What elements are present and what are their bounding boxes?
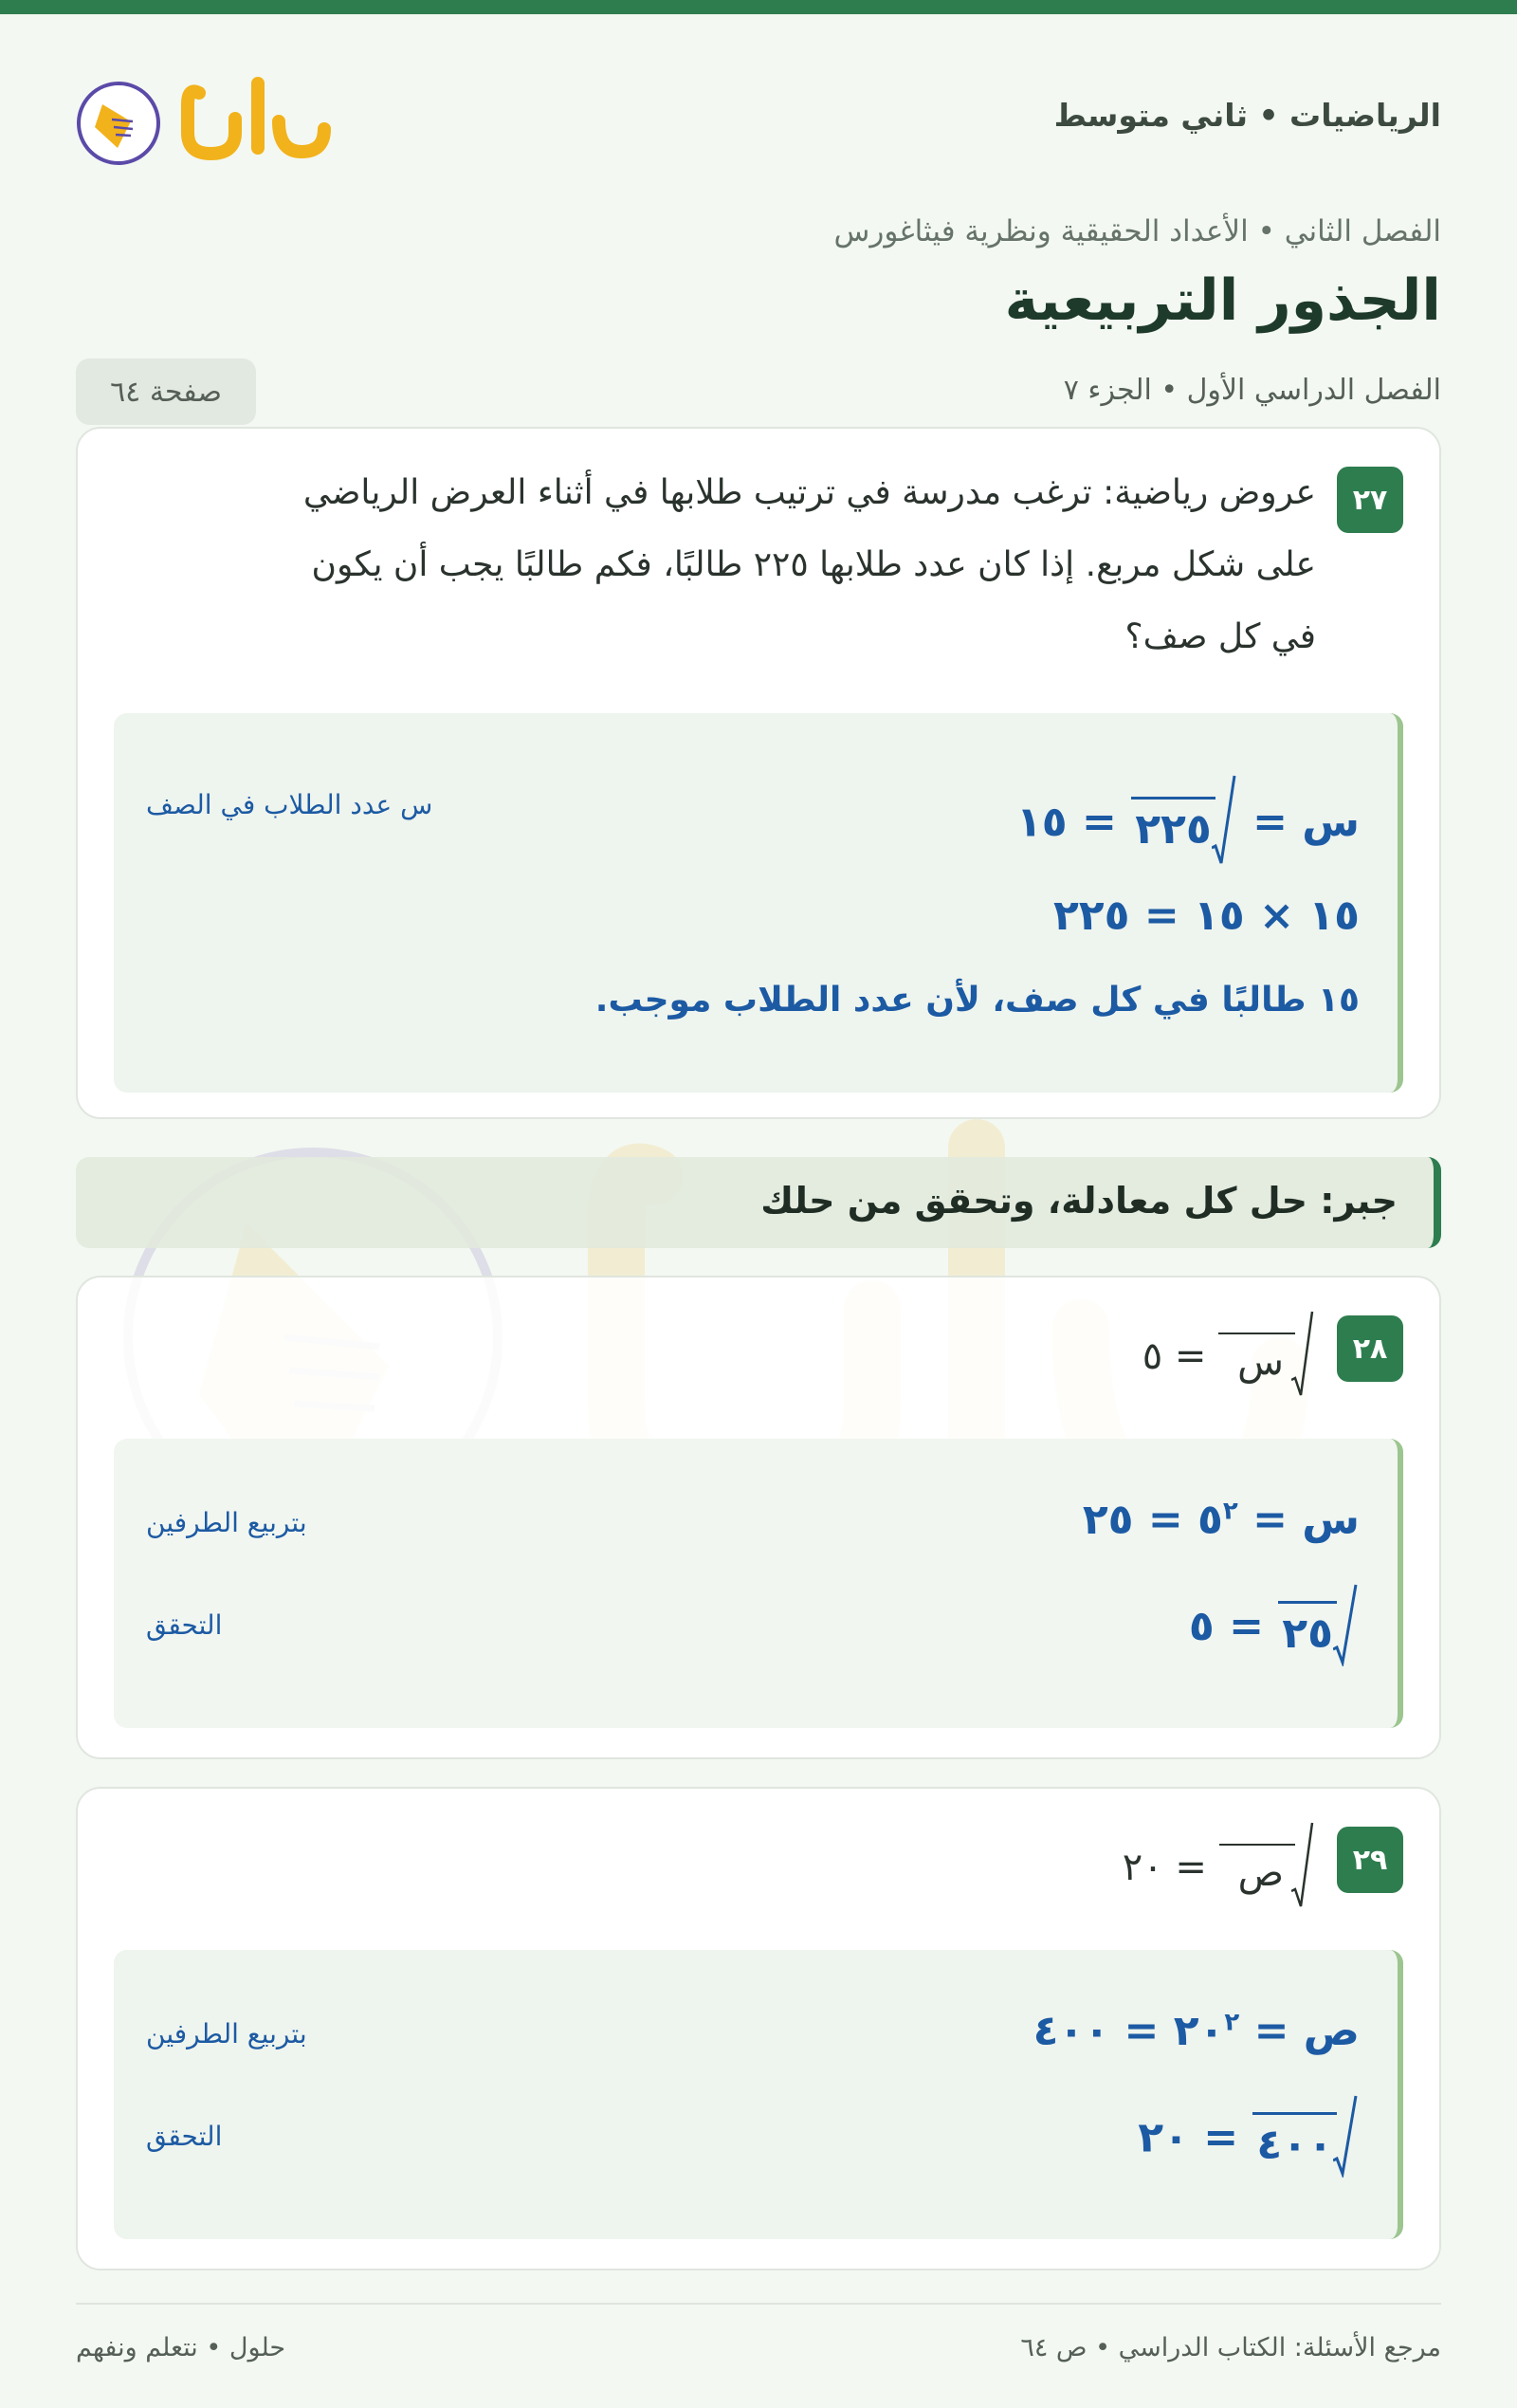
- equation-lhs: ص = ٢٠: [1173, 2007, 1360, 2055]
- equation-rhs: = ١٥: [1015, 798, 1117, 847]
- square-root-icon: [1291, 1819, 1316, 1920]
- question-number: ٢٧: [1337, 467, 1403, 533]
- section-header: [76, 1157, 1441, 1248]
- question-line: على شكل مربع. إذا كان عدد طلابها ٢٢٥ طالبًا، فكم طالبًا يجب أن يكون: [311, 545, 1316, 584]
- question-27-card: [76, 427, 1441, 1119]
- question-28-card: [76, 1276, 1441, 1759]
- equation-rhs: = ٤٠٠: [1033, 2007, 1160, 2055]
- square-root-icon: [1212, 772, 1238, 877]
- section-title: جبر: حل كل معادلة، وتحقق من حلك: [760, 1180, 1398, 1222]
- exponent: ٢: [1224, 2008, 1240, 2037]
- question-number: ٢٨: [1337, 1315, 1403, 1382]
- semester-label: الفصل الدراسي الأول • الجزء ٧: [1063, 374, 1441, 407]
- solution-box: [114, 1950, 1403, 2239]
- equation-rhs: = ٥: [1188, 1602, 1264, 1651]
- logo-icon: [76, 66, 341, 171]
- solution-note: بتربيع الطرفين: [146, 2018, 307, 2050]
- radicand: ص: [1219, 1844, 1295, 1895]
- square-root-icon: [1291, 1308, 1316, 1408]
- equation-rhs: = ٢٠: [1138, 2113, 1239, 2162]
- solution-equation: [1189, 1581, 1360, 1677]
- top-accent-bar: [0, 0, 1517, 14]
- page-header: [76, 66, 1441, 171]
- question-line: عروض رياضية: ترغب مدرسة في ترتيب طلابها في أثناء العرض الرياضي: [302, 473, 1316, 512]
- radicand: ٤٠٠: [1252, 2112, 1337, 2169]
- solution-note: التحقق: [146, 2121, 223, 2152]
- radicand: ٢٥: [1278, 1601, 1337, 1658]
- equation-rhs: = ٥: [1142, 1334, 1207, 1378]
- footer-divider: [76, 2303, 1441, 2305]
- equation-rhs: = ٢٠: [1122, 1846, 1207, 1889]
- page-number-badge: صفحة ٦٤: [76, 358, 256, 425]
- equation-rhs: = ٢٥: [1082, 1496, 1183, 1544]
- solution-equation: ١٥ × ١٥ = ٢٢٥: [1052, 892, 1360, 940]
- solution-conclusion: ١٥ طالبًا في كل صف، لأن عدد الطلاب موجب.: [594, 981, 1360, 1020]
- square-root-icon: [1333, 1581, 1360, 1677]
- solution-note: بتربيع الطرفين: [146, 1507, 307, 1538]
- footer-reference: مرجع الأسئلة: الكتاب الدراسي • ص ٦٤: [1020, 2333, 1441, 2362]
- question-line: في كل صف؟: [1124, 617, 1316, 656]
- subject-title: الرياضيات • ثاني متوسط: [1053, 97, 1441, 134]
- equation-lhs: س = ٥: [1197, 1496, 1360, 1544]
- solution-note: التحقق: [146, 1609, 223, 1641]
- footer-brand: حلول • نتعلم ونفهم: [76, 2333, 286, 2362]
- exponent: ٢: [1222, 1497, 1238, 1526]
- page-title: الجذور التربيعية: [1004, 267, 1441, 334]
- question-equation: [1123, 1819, 1316, 1920]
- question-text: [192, 457, 1316, 673]
- solution-note: س عدد الطلاب في الصف: [146, 789, 433, 820]
- solution-box: [114, 713, 1403, 1093]
- chapter-label: الفصل الثاني • الأعداد الحقيقية ونظرية فيثاغورس: [833, 214, 1441, 248]
- solution-equation: [1083, 1496, 1360, 1544]
- question-number: ٢٩: [1337, 1827, 1403, 1893]
- solution-equation: [1033, 2007, 1360, 2055]
- question-29-card: [76, 1787, 1441, 2270]
- solution-equation: [1138, 2092, 1360, 2188]
- hulul-logo[interactable]: [76, 66, 341, 171]
- square-root-icon: [1333, 2092, 1360, 2188]
- solution-box: [114, 1439, 1403, 1728]
- solution-equation: [1016, 772, 1360, 877]
- equation-lhs: س =: [1252, 798, 1360, 847]
- radicand: س: [1218, 1333, 1295, 1384]
- radicand: ٢٢٥: [1131, 797, 1215, 854]
- question-equation: [1142, 1308, 1316, 1408]
